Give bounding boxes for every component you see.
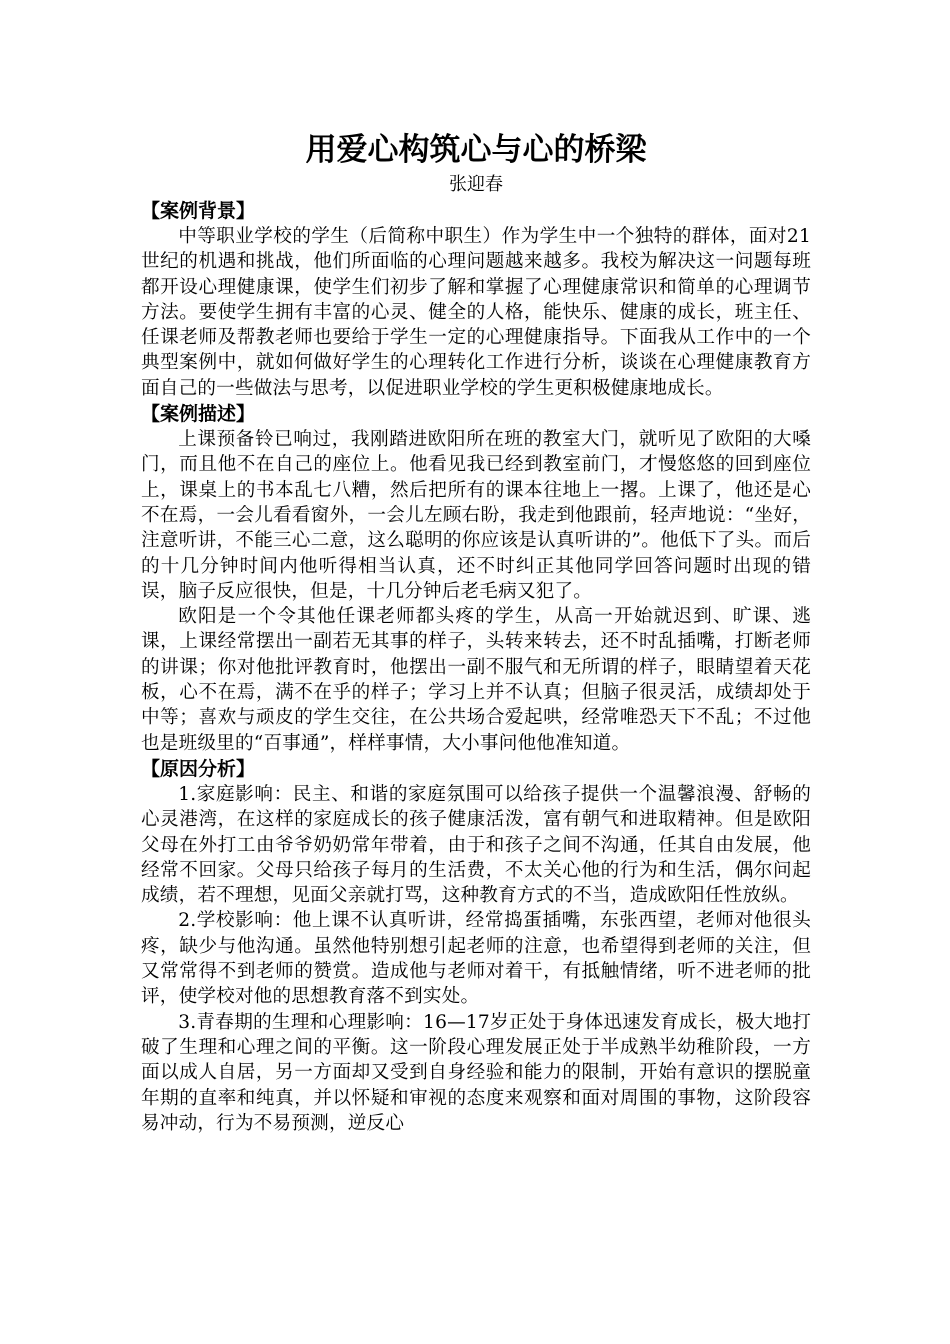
- section-background: [141, 198, 811, 401]
- body-paragraph: 1.家庭影响：民主、和谐的家庭氛围可以给孩子提供一个温馨浪漫、舒畅的心灵港湾，在这样的家庭成长的孩子健康活泼，富有朝气和进取精神。但是欧阳父母在外打工由爷爷奶奶常年带着，由于和孩子之间不沟通，任其自由发展，他经常不回家。父母只给孩子每月的生活费，不太关心他的行为和生活，偶尔问起成绩，若不理想，见面父亲就打骂，这种教育方式的不当，造成欧阳任性放纵。: [141, 783, 811, 907]
- section-analysis: [141, 756, 811, 1136]
- section-heading: 【案例描述】: [141, 403, 256, 426]
- document-page: [141, 128, 811, 1136]
- body-paragraph: 欧阳是一个令其他任课老师都头疼的学生，从高一开始就迟到、旷课、逃课，上课经常摆出一副若无其事的样子，头转来转去，还不时乱插嘴，打断老师的讲课；你对他批评教育时，他摆出一副不服气和无所谓的样子，眼睛望着天花板，心不在焉，满不在乎的样子；学习上并不认真；但脑子很灵活，成绩却处于中等；喜欢与顽皮的学生交往，在公共场合爱起哄，经常唯恐天下不乱；不过他也是班级里的“百事通”，样样事情，大小事问他他准知道。: [141, 606, 811, 754]
- section-heading: 【原因分析】: [141, 757, 256, 780]
- body-paragraph: 上课预备铃已响过，我刚踏进欧阳所在班的教室大门，就听见了欧阳的大嗓门，而且他不在自己的座位上。他看见我已经到教室前门，才慢悠悠的回到座位上，课桌上的书本乱七八糟，然后把所有的课本往地上一撂。上课了，他还是心不在焉，一会儿看看窗外，一会儿左顾右盼，我走到他跟前，轻声地说：“坐好，注意听讲，不能三心二意，这么聪明的你应该是认真听讲的”。他低下了头。而后的十几分钟时间内他听得相当认真，还不时纠正其他同学回答问题时出现的错误，脑子反应很快，但是，十几分钟后老毛病又犯了。: [141, 429, 811, 602]
- body-paragraph: 中等职业学校的学生（后简称中职生）作为学生中一个独特的群体，面对21世纪的机遇和挑战，他们所面临的心理问题越来越多。我校为解决这一问题每班都开设心理健康课，使学生们初步了解和掌握了心理健康常识和简单的心理调节方法。要使学生拥有丰富的心灵、健全的人格，能快乐、健康的成长，班主任、任课老师及帮教老师也要给于学生一定的心理健康指导。下面我从工作中的一个典型案例中，就如何做好学生的心理转化工作进行分析，谈谈在心理健康教育方面自己的一些做法与思考，以促进职业学校的学生更积极健康地成长。: [141, 226, 811, 399]
- body-paragraph: 3.青春期的生理和心理影响：16—17岁正处于身体迅速发育成长，极大地打破了生理和心理之间的平衡。这一阶段心理发展正处于半成熟半幼稚阶段，一方面以成人自居，另一方面却又受到自身经验和能力的限制，开始有意识的摆脱童年期的直率和纯真，并以怀疑和审视的态度来观察和面对周围的事物，这阶段容易冲动，行为不易预测，逆反心: [141, 1011, 811, 1134]
- document-title: 用爱心构筑心与心的桥梁: [305, 132, 647, 168]
- author-name: 张迎春: [449, 174, 503, 195]
- section-heading: 【案例背景】: [141, 200, 256, 222]
- body-paragraph: 2.学校影响：他上课不认真听讲，经常捣蛋插嘴，东张西望，老师对他很头疼，缺少与他沟通。虽然他特别想引起老师的注意，也希望得到老师的关注，但又常常得不到老师的赞赏。造成他与老师对着干，有抵触情绪，听不进老师的批评，使学校对他的思想教育落不到实处。: [141, 910, 811, 1008]
- section-description: [141, 401, 811, 756]
